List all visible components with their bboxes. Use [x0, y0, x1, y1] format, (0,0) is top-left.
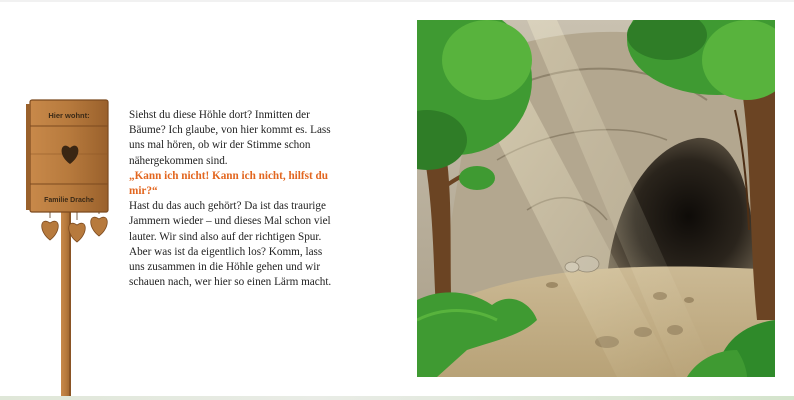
story-paragraph-1: Siehst du diese Höhle dort? Inmitten der Bäume? Ich glaube, von hier kommt es. Lass uns mal hören, ob wir der Stimme schon nähergekommen sind.	[129, 109, 331, 167]
cave-illustration	[417, 20, 775, 377]
sign-title: Hier wohnt:	[48, 111, 90, 120]
story-paragraph-2: Hast du das auch gehört? Da ist das traurige Jammern wieder – und dieses Mal schon viel lauter. Wir sind also auf der richtigen Spur. Aber was ist da eigentlich los? Komm, lass uns zusammen in die Höhle gehen und wir schauen nach, wer hier so einen Lärm macht.	[129, 200, 332, 289]
bottom-divider	[0, 396, 794, 400]
story-text	[129, 108, 339, 290]
family-sign-illustration	[26, 96, 116, 400]
sign-family-name: Familie Drache	[44, 197, 94, 204]
story-shout: „Kann ich nicht! Kann ich nicht, hilfst du mir?“	[129, 169, 328, 198]
